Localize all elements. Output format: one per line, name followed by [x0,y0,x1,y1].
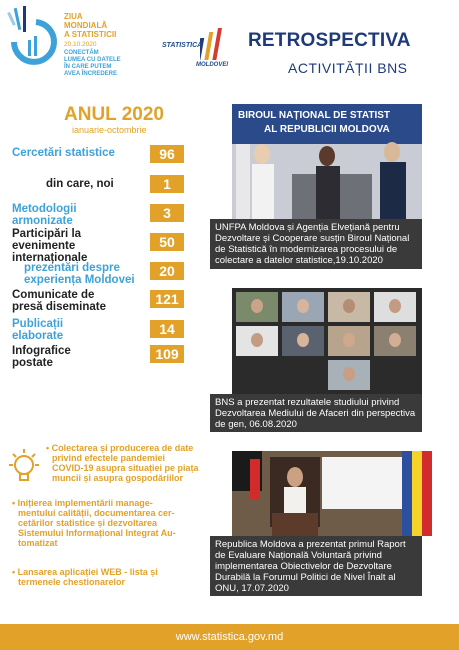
label-line: presă diseminate [12,301,106,313]
brand-moldovei: MOLDOVEI [196,62,229,68]
label-line: Participări la [12,228,82,240]
bullet-line: muncii și asupra gospodăriilor [52,473,184,483]
label-line: Metodologii [12,203,77,215]
label-line: elaborate [12,330,64,342]
photo-caption: Republica Moldova a prezentat primul Raport de Evaluare Națională Voluntară privind implementarea Obiectivelor de Dezvoltare Durabilă la Forumul Politici de Nivel Înalt al ONU, 17.07.2020 [210,536,422,596]
stat-label-publications [12,318,63,342]
stat-value-press: 121 [150,290,184,308]
bullet-line: mentului calității, documentarea cer- [18,508,175,518]
stat-label-intl-events [12,228,87,264]
banner-text: AL REPUBLICII MOLDOVA [264,124,390,135]
banner-text: BIROUL NAȚIONAL DE STATIST [238,110,391,121]
label-line: postate [12,357,53,369]
stat-value-new: 1 [150,175,184,193]
period-label: ianuarie-octombrie [72,125,147,135]
stat-value-research: 96 [150,145,184,163]
lightbulb-icon [6,448,42,490]
bullet-line: cetărilor statistice și dezvoltarea [18,518,158,528]
label-line: Infografice [12,345,71,357]
bullet-line: tomatizat [18,538,58,548]
bullet-line: termenele chestionarelor [18,577,126,587]
label-line: prezentări despre [24,262,120,274]
bullet-line: COVID-19 asupra situației pe piața [52,463,199,473]
event-date: 20.10.2020 [64,41,97,48]
bullet-quality-management [12,498,176,548]
year-heading: ANUL 2020 [64,104,164,125]
bullet-line: • Lansarea aplicației WEB - lista și [12,567,158,577]
label-line: evenimente [12,240,76,252]
label-line: experiența Moldovei [24,274,135,286]
tagline-line: LUMEA CU DATELE [64,57,121,63]
stat-value-publications: 14 [150,320,184,338]
stat-label-new: din care, noi [46,178,114,190]
stat-label-infographics [12,345,71,369]
tagline-line: ÎN CARE PUTEM [64,64,112,70]
page-subtitle: ACTIVITĂȚII BNS [288,60,408,76]
event-line: A STATISTICII [64,30,117,39]
label-line: Comunicate de [12,289,95,301]
event-line: MONDIALĂ [64,21,108,30]
stat-value-intl-events: 50 [150,233,184,251]
stat-label-press [12,289,106,313]
photo-video-conference [232,288,422,394]
bullet-covid [46,443,199,483]
statistica-moldovei-logo [162,28,244,68]
event-line: ZIUA [64,12,83,21]
page-title: RETROSPECTIVA [248,30,411,51]
label-line: armonizate [12,215,73,227]
photo-unfpa-signing [232,104,422,219]
photo-caption: BNS a prezentat rezultatele studiului privind Dezvoltarea Mediului de Afaceri din perspectiva de gen, 06.08.2020 [210,394,422,432]
bullet-web-app [12,567,158,587]
label-line: internaționale [12,252,88,264]
bullet-line: • Colectarea și producerea de date [46,443,194,453]
stat-value-infographics: 109 [150,345,184,363]
stat-label-presentations [24,262,135,286]
world-statistics-day-logo [6,6,58,70]
tagline-line: CONECTĂM [64,50,99,56]
stat-value-methodologies: 3 [150,204,184,222]
bullet-line: Sistemului Informațional Integrat Au- [18,528,176,538]
stat-value-presentations: 20 [150,262,184,280]
brand-bars-icon [200,28,240,64]
footer-website-link[interactable]: www.statistica.gov.md [0,624,459,650]
photo-caption: UNFPA Moldova și Agenția Elvețiană pentru Dezvoltare și Cooperare susțin Biroul Național de Statistică în modernizarea procesului de colectare a datelor statistice,19.10.2020 [210,219,422,269]
bullet-line: privind efectele pandemiei [52,453,166,463]
stat-label-research: Cercetări statistice [12,147,115,159]
brand-statistica: STATISTICA [162,42,203,49]
event-title [64,12,164,78]
bullet-line: • Inițierea implementării manage- [12,498,153,508]
label-line: Publicații [12,318,64,330]
stat-label-methodologies [12,203,77,227]
photo-un-forum [232,451,432,536]
tagline-line: AVEA ÎNCREDERE [64,71,118,77]
